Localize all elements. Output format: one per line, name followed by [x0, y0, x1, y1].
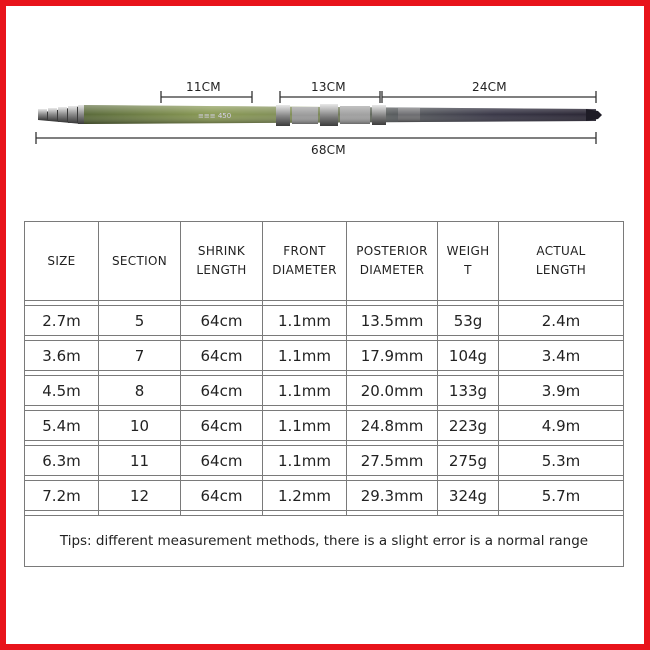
cell-section: 7 [99, 341, 181, 371]
header-posterior-diameter: POSTERIOR DIAMETER [347, 222, 438, 301]
cell-section: 8 [99, 376, 181, 406]
cell-shrink-length: 64cm [181, 341, 263, 371]
cell-actual-length: 2.4m [499, 306, 624, 336]
cell-section: 12 [99, 481, 181, 511]
cell-shrink-length: 64cm [181, 376, 263, 406]
cell-shrink-length: 64cm [181, 306, 263, 336]
rod-diagram [0, 0, 650, 200]
table-row [25, 446, 624, 476]
table-row [25, 341, 624, 371]
table-row [25, 411, 624, 441]
cell-front-diameter: 1.1mm [263, 341, 347, 371]
cell-posterior-diameter: 24.8mm [347, 411, 438, 441]
cell-weight: 324g [438, 481, 499, 511]
spec-table [24, 221, 624, 567]
rod-tip-rings [38, 105, 85, 124]
rod-end-cap [586, 109, 602, 121]
header-actual-length: ACTUAL LENGTH [499, 222, 624, 301]
cell-front-diameter: 1.1mm [263, 306, 347, 336]
cell-section: 11 [99, 446, 181, 476]
cell-front-diameter: 1.1mm [263, 411, 347, 441]
cell-size: 6.3m [25, 446, 99, 476]
cell-actual-length: 4.9m [499, 411, 624, 441]
cell-shrink-length: 64cm [181, 411, 263, 441]
cell-actual-length: 5.3m [499, 446, 624, 476]
cell-shrink-length: 64cm [181, 446, 263, 476]
cell-weight: 104g [438, 341, 499, 371]
cell-size: 3.6m [25, 341, 99, 371]
cell-weight: 53g [438, 306, 499, 336]
cell-posterior-diameter: 13.5mm [347, 306, 438, 336]
cell-weight: 133g [438, 376, 499, 406]
table-row [25, 306, 624, 336]
cell-size: 4.5m [25, 376, 99, 406]
cell-posterior-diameter: 20.0mm [347, 376, 438, 406]
cell-actual-length: 3.4m [499, 341, 624, 371]
table-header-row [25, 222, 624, 301]
cell-front-diameter: 1.2mm [263, 481, 347, 511]
reel-seat [276, 104, 420, 126]
table-row [25, 376, 624, 406]
segment-label-24cm: 24CM [472, 80, 507, 94]
cell-front-diameter: 1.1mm [263, 446, 347, 476]
cell-shrink-length: 64cm [181, 481, 263, 511]
segment-label-11cm: 11CM [186, 80, 221, 94]
cell-weight: 223g [438, 411, 499, 441]
cell-posterior-diameter: 29.3mm [347, 481, 438, 511]
cell-posterior-diameter: 27.5mm [347, 446, 438, 476]
header-shrink-length: SHRINK LENGTH [181, 222, 263, 301]
cell-size: 2.7m [25, 306, 99, 336]
rod-illustration [0, 0, 650, 200]
cell-size: 7.2m [25, 481, 99, 511]
cell-actual-length: 5.7m [499, 481, 624, 511]
header-section: SECTION [99, 222, 181, 301]
cell-actual-length: 3.9m [499, 376, 624, 406]
total-length-label: 68CM [311, 143, 346, 157]
header-size: SIZE [25, 222, 99, 301]
header-front-diameter: FRONT DIAMETER [263, 222, 347, 301]
cell-weight: 275g [438, 446, 499, 476]
header-weight: WEIGH T [438, 222, 499, 301]
table-row [25, 481, 624, 511]
rod-print: ≡≡≡ 450 [198, 112, 232, 120]
cell-front-diameter: 1.1mm [263, 376, 347, 406]
tips-row [25, 516, 624, 567]
cell-section: 10 [99, 411, 181, 441]
cell-posterior-diameter: 17.9mm [347, 341, 438, 371]
cell-section: 5 [99, 306, 181, 336]
segment-label-13cm: 13CM [311, 80, 346, 94]
tips-text: Tips: different measurement methods, there is a slight error is a normal range [25, 516, 624, 567]
cell-size: 5.4m [25, 411, 99, 441]
